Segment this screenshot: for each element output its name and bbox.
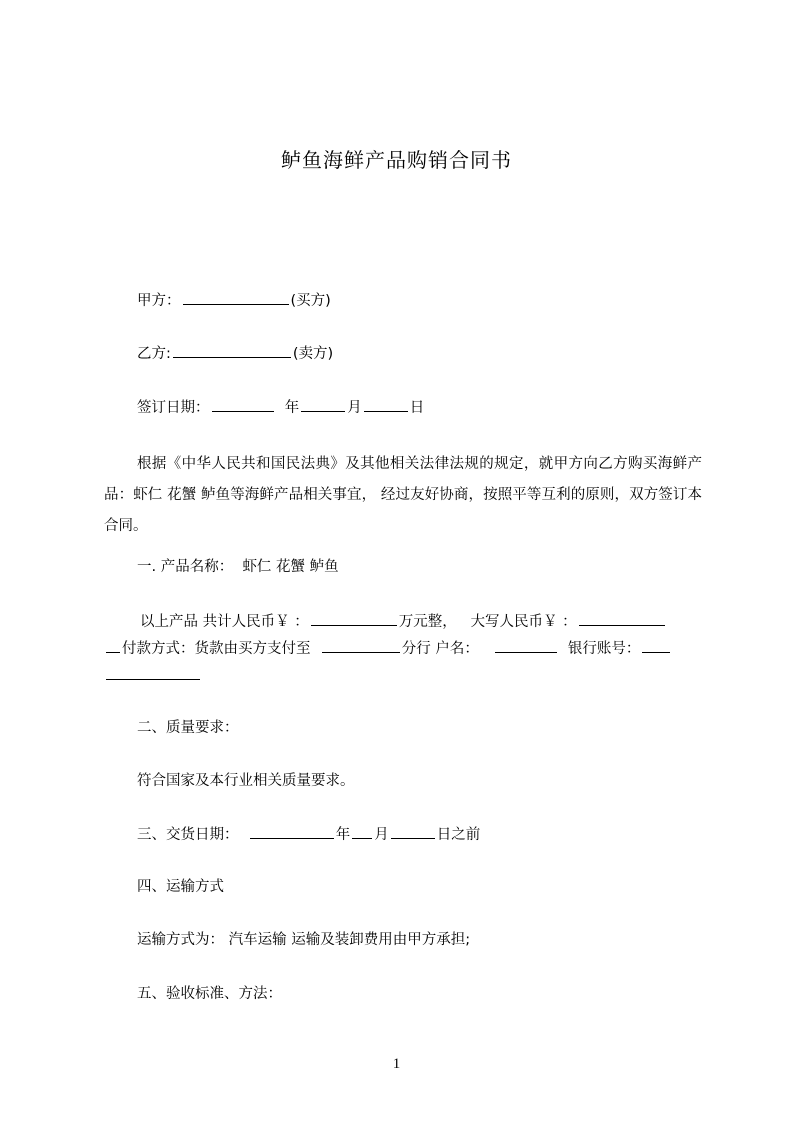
account-name-blank (495, 638, 557, 653)
delivery-year-blank (250, 824, 334, 839)
sign-date-line (137, 397, 424, 418)
price-amount-blank (311, 611, 397, 626)
party-a-line (137, 290, 331, 311)
price-uppercase-blank-cont (106, 638, 120, 653)
price-unit-label: 万元整， (398, 614, 457, 630)
section3-line (137, 824, 480, 845)
delivery-month-label: 月 (374, 827, 389, 843)
section1-products: 虾仁 花蟹 鲈鱼 (242, 559, 339, 575)
delivery-day-blank (391, 824, 435, 839)
section5-heading: 五、验收标准、方法： (137, 986, 282, 1002)
section4-body: 运输方式为： 汽车运输 运输及装卸费用由甲方承担; (137, 932, 471, 948)
party-a-label: 甲方： (137, 293, 181, 309)
sign-day-blank (364, 397, 408, 412)
sign-month-blank (301, 397, 345, 412)
party-b-label: 乙方: (137, 346, 171, 362)
party-b-line (137, 343, 333, 364)
sign-date-label: 签订日期： (137, 400, 210, 416)
sign-day-label: 日 (409, 400, 425, 416)
document-title: 鲈鱼海鲜产品购销合同书 (281, 148, 512, 172)
bank-account-blank-cont (106, 665, 200, 680)
bank-account-blank (642, 638, 670, 653)
price-uppercase-label: 大写人民币￥ ： (470, 614, 577, 630)
account-name-label: 分行 户名： (401, 641, 479, 657)
price-line-3 (106, 665, 202, 686)
delivery-year-label: 年 (335, 827, 351, 843)
price-total-label: 以上产品 共计人民币￥ ： (140, 614, 309, 630)
section1-heading: 一. 产品名称： (137, 559, 234, 575)
sign-year-label: 年 (284, 400, 300, 416)
sign-year-blank (212, 397, 274, 412)
section1-line (137, 557, 339, 577)
delivery-day-label: 日之前 (436, 827, 481, 843)
section3-heading: 三、交货日期： (137, 827, 239, 843)
bank-account-label: 银行账号： (567, 641, 641, 657)
intro-paragraph: 根据《中华人民共和国民法典》及其他相关法律法规的规定，就甲方向乙方购买海鲜产品：虾仁 花蟹 鲈鱼等海鲜产品相关事宜， 经过友好协商，按照平等互利的原则，双方签订本合同。 (104, 456, 702, 534)
section2-heading: 二、质量要求： (137, 720, 239, 736)
price-line-1 (140, 611, 667, 632)
party-a-blank (183, 290, 289, 305)
party-b-suffix: (卖方) (292, 346, 334, 362)
price-line-2 (106, 638, 672, 659)
bank-branch-blank (322, 638, 400, 653)
section2-body: 符合国家及本行业相关质量要求。 (137, 773, 355, 789)
party-b-blank (173, 343, 291, 358)
payment-method-label: 付款方式：货款由买方支付至 (122, 641, 311, 657)
page-number: 1 (392, 1056, 401, 1072)
party-a-suffix: (买方) (290, 293, 331, 309)
delivery-month-blank (352, 824, 372, 839)
price-uppercase-blank (579, 611, 665, 626)
section4-heading: 四、运输方式 (137, 879, 224, 895)
sign-month-label: 月 (347, 400, 362, 416)
